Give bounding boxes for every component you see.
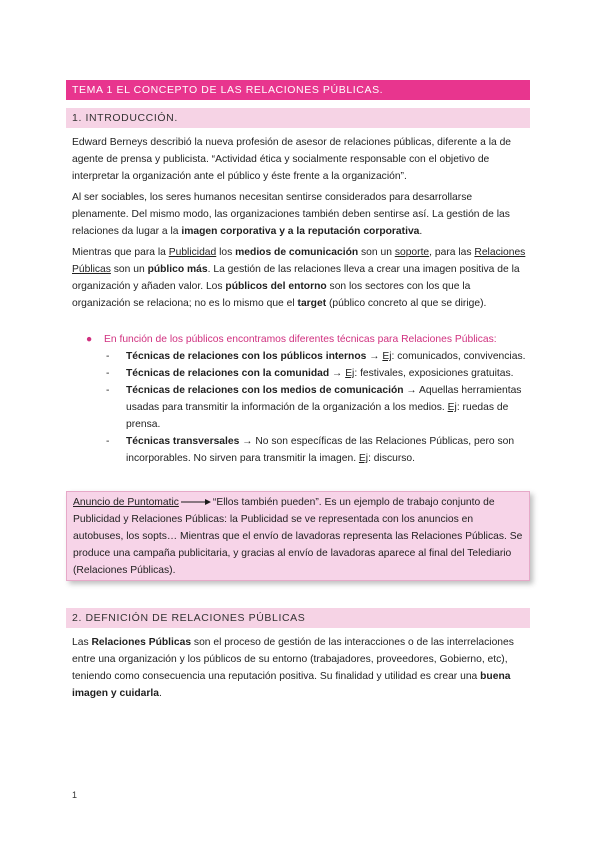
techniques-list <box>86 331 530 467</box>
technique-item-transversales: - Técnicas transversales → No son específicas de las Relaciones Públicas, pero son incorporables. No sirven para transmitir la imagen. Ej: discurso. <box>106 436 515 464</box>
paragraph-definicion: Las Relaciones Públicas son el proceso de gestión de las interacciones o de las interrelaciones entre una organización y los públicos de su entorno (trabajadores, proveedores, Gobierno, etc), teniendo como consecuencia una reputación positiva. Su finalidad y utilidad es crear una buena imagen y cuidarla. <box>72 637 514 699</box>
technique-item-medios: - Técnicas de relaciones con los medios de comunicación → Aquellas herramientas usadas para transmitir la información de la organización a los medios. Ej: ruedas de prensa. <box>106 385 522 430</box>
section-heading-definicion: 2. DEFNICIÓN DE RELACIONES PÚBLICAS <box>66 608 530 628</box>
paragraph-berneys: Edward Berneys describió la nueva profesión de asesor de relaciones públicas, diferente a la de agente de prensa y publicista. “Actividad ética y socialmente responsable con el objetivo de interpretar la organización ante el público y éste frente a la organización”. <box>72 137 512 182</box>
document-title: TEMA 1 EL CONCEPTO DE LAS RELACIONES PÚBLICAS. <box>66 80 530 100</box>
page-number: 1 <box>72 790 78 800</box>
section-heading-introduccion: 1. INTRODUCCIÓN. <box>66 108 530 128</box>
techniques-bullet: ● En función de los públicos encontramos diferentes técnicas para Relaciones Públicas: <box>86 331 530 348</box>
technique-item-internos: - Técnicas de relaciones con los públicos internos → Ej: comunicados, convivencias. <box>106 351 526 362</box>
puntomatic-ad-link[interactable]: Anuncio de Puntomatic <box>73 497 179 508</box>
bullet-dot-icon: ● <box>86 334 93 345</box>
definition-body <box>72 634 530 706</box>
puntomatic-callout: Anuncio de Puntomatic “Ellos también pueden”. Es un ejemplo de trabajo conjunto de Publicidad y Relaciones Públicas: la Publicidad se ve representada con los anuncios en autobuses, los sopts… Mientras que el envío de lavadoras representa las Relaciones Públicas. Se produce una campaña publicitaria, y gracias al envío de lavadoras aparece al final del Telediario (Relaciones Públicas). <box>66 491 530 581</box>
paragraph-publicidad: Mientras que para la Publicidad los medios de comunicación son un soporte, para las Relaciones Públicas son un público más. La gestión de las relaciones lleva a crear una imagen positiva de la organización y añaden valor. Los públicos del entorno son los sectores con los que la organización se relaciona; no es lo mismo que el target (público concreto al que se dirige). <box>72 247 526 309</box>
arrow-right-icon <box>181 498 211 506</box>
paragraph-sociables: Al ser sociables, los seres humanos necesitan sentirse considerados para desarrollarse plenamente. Del mismo modo, las organizaciones también deben sentirse así. La gestión de las relaciones da lugar a la imagen corporativa y a la reputación corporativa. <box>72 192 510 237</box>
introduction-body <box>72 134 530 316</box>
technique-item-comunidad: - Técnicas de relaciones con la comunidad → Ej: festivales, exposiciones gratuitas. <box>106 368 514 379</box>
